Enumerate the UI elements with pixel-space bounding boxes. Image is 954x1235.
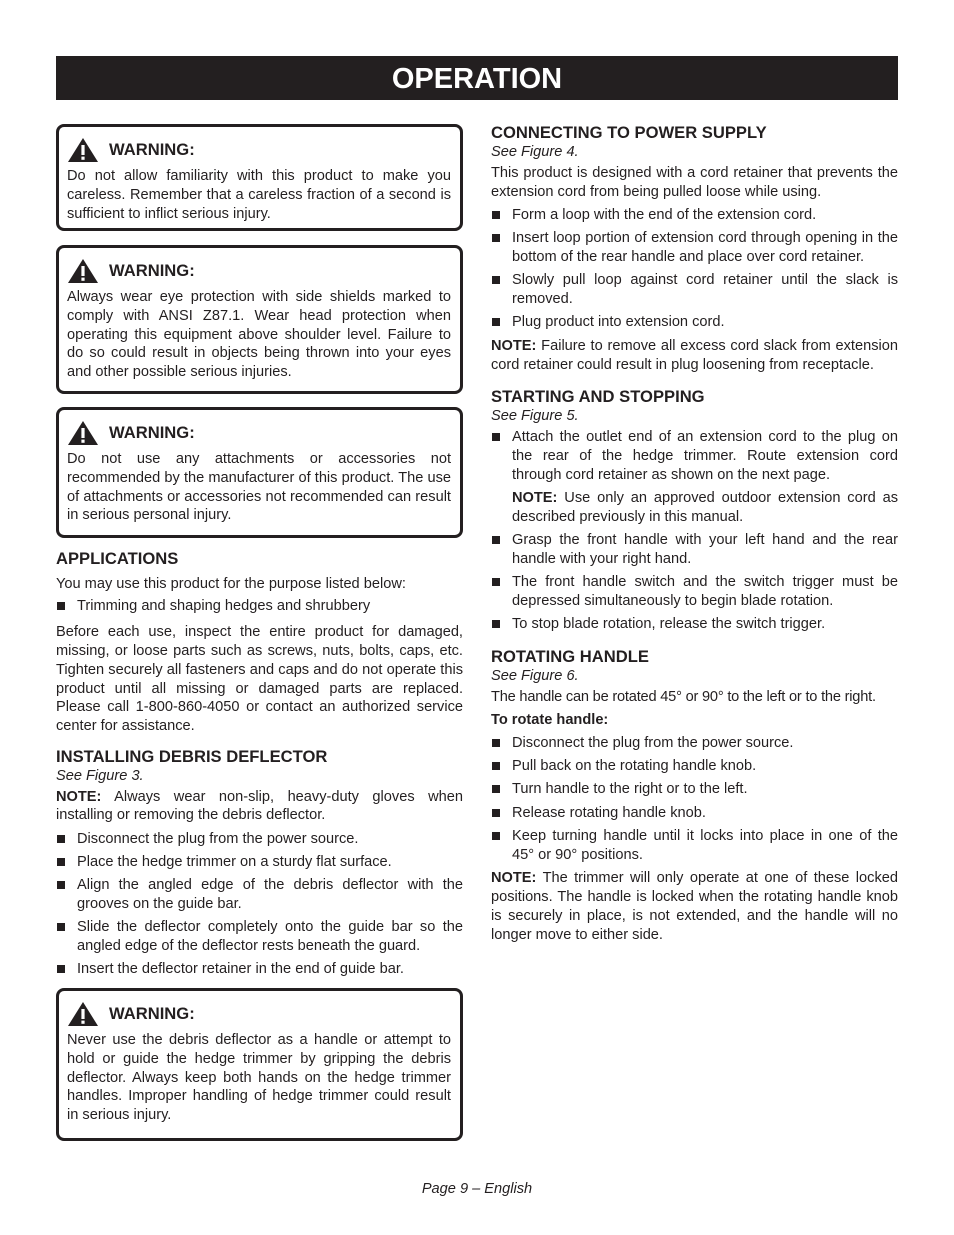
bullet-icon xyxy=(492,739,500,747)
warning-box xyxy=(56,245,463,394)
list-item xyxy=(491,313,898,332)
list-item xyxy=(491,757,898,776)
page-footer: Page 9 – English xyxy=(421,1181,533,1197)
warning-box xyxy=(56,124,463,231)
warning-label: WARNING: xyxy=(109,423,195,442)
bullet-icon xyxy=(492,785,500,793)
note-label: NOTE: xyxy=(491,338,537,354)
bullet-icon xyxy=(57,881,65,889)
bullet-icon xyxy=(57,835,65,843)
note-label: NOTE: xyxy=(56,788,102,805)
warning-text: Do not allow familiarity with this product to make you careless. Remember that a careless fraction of a second is sufficient to inflict serious injury. xyxy=(67,168,451,222)
bullet-icon xyxy=(492,809,500,817)
warning-triangle-icon xyxy=(67,258,99,284)
power-steps xyxy=(491,206,898,332)
starting-heading: STARTING AND STOPPING xyxy=(491,387,705,407)
list-item-text: To stop blade rotation, release the switch trigger. xyxy=(512,616,826,633)
list-item xyxy=(56,960,463,979)
list-item-text: Insert loop portion of extension cord through opening in the bottom of the rear handle and place over cord retainer. xyxy=(512,230,898,265)
list-item xyxy=(491,734,898,753)
list-item xyxy=(491,271,898,308)
applications-list xyxy=(56,597,463,616)
list-item xyxy=(491,780,898,799)
list-item xyxy=(491,573,898,610)
list-item xyxy=(56,597,463,616)
bullet-icon xyxy=(492,211,500,219)
list-item-text: Place the hedge trimmer on a sturdy flat surface. xyxy=(77,853,392,870)
list-item xyxy=(491,428,898,484)
list-item xyxy=(56,876,463,913)
bullet-icon xyxy=(492,433,500,441)
warning-text: Never use the debris deflector as a handle or attempt to hold or guide the hedge trimmer by gripping the debris deflector. Always keep both hands on the hedge trimmer handles. Improper handling of hedge trimmer could result in serious injury. xyxy=(67,1031,451,1124)
applications-intro: You may use this product for the purpose listed below: xyxy=(56,576,406,592)
warning-triangle-icon xyxy=(67,1001,99,1027)
note-text: The trimmer will only operate at one of these locked positions. The handle is locked when the rotating handle knob is securely in place, is not extended, and the handle will no longer move to either side. xyxy=(491,870,898,943)
list-item xyxy=(491,229,898,266)
bullet-icon xyxy=(492,536,500,544)
starting-steps xyxy=(491,428,898,484)
list-item xyxy=(56,853,463,872)
page-title: OPERATION xyxy=(56,56,898,100)
warning-label: WARNING: xyxy=(109,1003,195,1023)
rotating-heading: ROTATING HANDLE xyxy=(491,646,649,666)
bullet-icon xyxy=(57,858,65,866)
list-item xyxy=(491,206,898,225)
list-item xyxy=(56,830,463,849)
list-item xyxy=(491,531,898,568)
warning-label: WARNING: xyxy=(109,261,195,280)
list-item-text: Pull back on the rotating handle knob. xyxy=(512,758,757,775)
starting-note xyxy=(491,489,898,526)
warning-header xyxy=(67,258,451,284)
deflector-steps xyxy=(56,830,463,979)
warning-header xyxy=(67,420,451,446)
list-item-text: The front handle switch and the switch trigger must be depressed simultaneously to begin blade rotation. xyxy=(512,574,898,609)
bullet-icon xyxy=(492,620,500,628)
bullet-icon xyxy=(57,965,65,973)
list-item-text: Align the angled edge of the debris deflector with the grooves on the guide bar. xyxy=(77,877,463,912)
warning-header xyxy=(67,137,451,163)
warning-triangle-icon xyxy=(67,137,99,163)
list-item-text: Release rotating handle knob. xyxy=(512,804,706,821)
figure-reference: See Figure 5. xyxy=(491,408,579,425)
list-item-text: Slowly pull loop against cord retainer until the slack is removed. xyxy=(512,272,898,307)
figure-reference: See Figure 3. xyxy=(56,767,144,784)
list-item-text: Disconnect the plug from the power source. xyxy=(77,830,359,847)
bullet-icon xyxy=(492,234,500,242)
list-item xyxy=(491,615,898,634)
rotating-steps xyxy=(491,734,898,865)
list-item-text: Insert the deflector retainer in the end of guide bar. xyxy=(77,961,404,978)
note-label: NOTE: xyxy=(512,490,558,507)
list-item-text: Keep turning handle until it locks into place in one of the 45° or 90° positions. xyxy=(512,828,898,863)
warning-text: Do not use any attachments or accessories not recommended by the manufacturer of this product. The use of attachments or accessories not recommended can result in serious personal injury. xyxy=(67,451,451,524)
rotating-note xyxy=(491,869,898,944)
list-item-text: Disconnect the plug from the power source. xyxy=(512,734,794,751)
warning-box xyxy=(56,988,463,1141)
list-item-text: Attach the outlet end of an extension cord to the plug on the rear of the hedge trimmer. Route extension cord through cord retainer as shown on the next page. xyxy=(512,429,898,483)
rotating-intro: The handle can be rotated 45° or 90° to the left or to the right. xyxy=(491,688,876,705)
warning-label: WARNING: xyxy=(109,140,195,159)
figure-reference: See Figure 4. xyxy=(491,144,579,160)
bullet-icon xyxy=(492,578,500,586)
list-item xyxy=(491,804,898,823)
list-item xyxy=(56,918,463,955)
bullet-icon xyxy=(492,832,500,840)
list-item-text: Form a loop with the end of the extension cord. xyxy=(512,207,817,223)
applications-heading: APPLICATIONS xyxy=(56,549,179,568)
warning-box xyxy=(56,407,463,538)
power-note xyxy=(491,337,898,374)
power-intro: This product is designed with a cord retainer that prevents the extension cord from being pulled loose while using. xyxy=(491,165,898,200)
note-text: Use only an approved outdoor extension cord as described previously in this manual. xyxy=(512,490,898,525)
bullet-icon xyxy=(57,923,65,931)
deflector-note xyxy=(56,788,463,825)
deflector-heading: INSTALLING DEBRIS DEFLECTOR xyxy=(56,746,328,766)
note-text: Always wear non-slip, heavy-duty gloves when installing or removing the debris deflector. xyxy=(56,788,463,824)
bullet-icon xyxy=(492,762,500,770)
list-item-text: Grasp the front handle with your left hand and the rear handle with your right hand. xyxy=(512,532,898,567)
list-item-text: Slide the deflector completely onto the guide bar so the angled edge of the deflector rests beneath the guard. xyxy=(77,919,463,954)
warning-triangle-icon xyxy=(67,420,99,446)
rotating-subheading: To rotate handle: xyxy=(491,711,609,728)
left-column xyxy=(56,124,463,1141)
bullet-icon xyxy=(492,276,500,284)
bullet-icon xyxy=(492,318,500,326)
bullet-icon xyxy=(57,602,65,610)
list-item-text: Trimming and shaping hedges and shrubbery xyxy=(77,597,371,614)
figure-reference: See Figure 6. xyxy=(491,667,579,684)
right-column xyxy=(491,123,898,944)
applications-body: Before each use, inspect the entire product for damaged, missing, or loose parts such as screws, nuts, bolts, caps, etc. Tighten securely all fasteners and caps and do not operate this product until all missing or damaged parts are replaced. Please call 1-800-860-4050 or contact an authorized service center for assistance. xyxy=(56,624,463,734)
note-text: Failure to remove all excess cord slack from extension cord retainer could result in plug loosening from receptacle. xyxy=(491,338,898,373)
starting-steps-continued xyxy=(491,531,898,634)
power-heading: CONNECTING TO POWER SUPPLY xyxy=(491,123,767,142)
warning-header xyxy=(67,1001,451,1027)
list-item-text: Plug product into extension cord. xyxy=(512,314,725,331)
list-item-text: Turn handle to the right or to the left. xyxy=(512,781,748,798)
warning-text: Always wear eye protection with side shields marked to comply with ANSI Z87.1. Wear head protection when operating this equipment above shoulder level. Failure to do so could result in objects being thrown into your eyes and other possible serious injuries. xyxy=(67,289,451,381)
list-item xyxy=(491,827,898,864)
note-label: NOTE: xyxy=(491,870,537,887)
